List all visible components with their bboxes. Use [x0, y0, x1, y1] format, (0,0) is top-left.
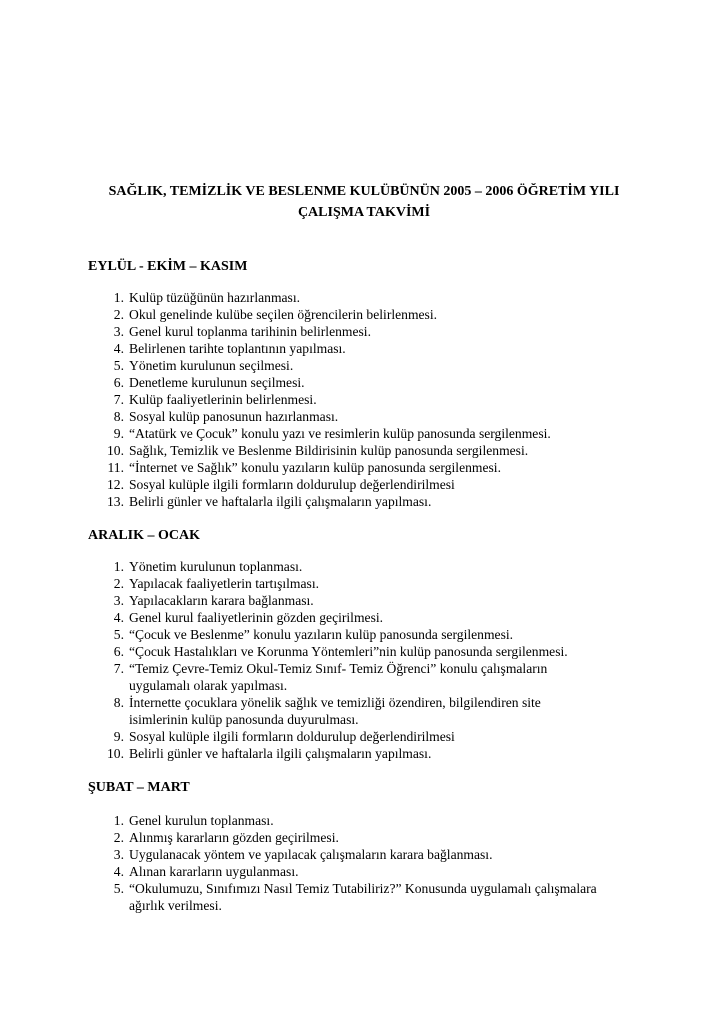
list-item-text: Uygulanacak yöntem ve yapılacak çalışmaların karara bağlanması. — [129, 847, 493, 862]
list-item-text: Belirli günler ve haftalarla ilgili çalışmaların yapılması. — [129, 494, 432, 509]
list-item — [88, 340, 648, 357]
list-item-number: 4. — [113, 610, 124, 625]
list-item-text: isimlerinin kulüp panosunda duyurulması. — [129, 712, 359, 727]
list-item — [88, 626, 648, 643]
list-item-number: 7. — [113, 392, 124, 407]
list-item-text: Sağlık, Temizlik ve Beslenme Bildirisinin kulüp panosunda sergilenmesi. — [129, 443, 529, 458]
list-item-text: Okul genelinde kulübe seçilen öğrencilerin belirlenmesi. — [129, 307, 438, 322]
list-item — [88, 728, 648, 745]
list-item — [88, 391, 648, 408]
list-item-number: 2. — [113, 307, 124, 322]
list-item — [88, 694, 648, 728]
list-item — [88, 643, 648, 660]
list-item-number: 1. — [113, 813, 124, 828]
list-item-number: 2. — [113, 830, 124, 845]
list-item-number: 5. — [113, 627, 124, 642]
section-list-eylul-ekim-kasim — [88, 289, 648, 510]
list-item-text: “Atatürk ve Çocuk” konulu yazı ve resimlerin kulüp panosunda sergilenmesi. — [129, 426, 551, 441]
list-item-number: 8. — [113, 409, 124, 424]
list-item-text: Yönetim kurulunun toplanması. — [129, 559, 303, 574]
list-item-text: Alınmış kararların gözden geçirilmesi. — [129, 830, 339, 845]
title-line-2: ÇALIŞMA TAKVİMİ — [297, 205, 431, 220]
list-item-text: Sosyal kulüple ilgili formların doldurulup değerlendirilmesi — [129, 477, 455, 492]
list-item — [88, 306, 648, 323]
list-item-number: 12. — [107, 477, 124, 492]
list-item-text: Sosyal kulüple ilgili formların doldurulup değerlendirilmesi — [129, 729, 455, 744]
list-item — [88, 829, 648, 846]
section-list-aralik-ocak — [88, 558, 648, 762]
list-item-text: Genel kurul toplanma tarihinin belirlenmesi. — [129, 324, 371, 339]
list-item — [88, 476, 648, 493]
list-item-text: İnternette çocuklara yönelik sağlık ve temizliği özendiren, bilgilendiren site — [129, 695, 541, 710]
list-item — [88, 660, 648, 694]
list-item — [88, 289, 648, 306]
list-item-number: 3. — [113, 593, 124, 608]
list-item — [88, 408, 648, 425]
list-item-number: 1. — [113, 559, 124, 574]
list-item-number: 3. — [113, 324, 124, 339]
section-list-subat-mart — [88, 812, 648, 914]
list-item-text: Yapılacakların karara bağlanması. — [129, 593, 314, 608]
list-item-number: 2. — [113, 576, 124, 591]
list-item-number: 4. — [113, 864, 124, 879]
section-heading-eylul-ekim-kasim: EYLÜL - EKİM – KASIM — [88, 259, 248, 274]
list-item-number: 13. — [107, 494, 124, 509]
list-item — [88, 425, 648, 442]
list-item — [88, 812, 648, 829]
list-item-text: Genel kurul faaliyetlerinin gözden geçirilmesi. — [129, 610, 384, 625]
list-item — [88, 863, 648, 880]
document-title — [80, 181, 648, 223]
list-item — [88, 592, 648, 609]
list-item — [88, 846, 648, 863]
list-item-text: “Okulumuzu, Sınıfımızı Nasıl Temiz Tutabiliriz?” Konusunda uygulamalı çalışmalara — [129, 881, 597, 896]
list-item-number: 10. — [107, 746, 124, 761]
list-item — [88, 558, 648, 575]
list-item-number: 6. — [113, 644, 124, 659]
list-item — [88, 609, 648, 626]
list-item — [88, 374, 648, 391]
list-item-text: Kulüp faaliyetlerinin belirlenmesi. — [129, 392, 317, 407]
list-item — [88, 357, 648, 374]
list-item-number: 5. — [113, 358, 124, 373]
list-item-text: “İnternet ve Sağlık” konulu yazıların kulüp panosunda sergilenmesi. — [129, 460, 501, 475]
list-item — [88, 323, 648, 340]
list-item-text: Belirlenen tarihte toplantının yapılması. — [129, 341, 346, 356]
list-item-number: 9. — [113, 426, 124, 441]
list-item — [88, 880, 648, 914]
list-item-number: 9. — [113, 729, 124, 744]
section-heading-aralik-ocak: ARALIK – OCAK — [88, 528, 201, 543]
title-line-1: SAĞLIK, TEMİZLİK VE BESLENME KULÜBÜNÜN 2005 – 2006 ÖĞRETİM YILI — [108, 184, 620, 199]
list-item — [88, 493, 648, 510]
list-item-text: Denetleme kurulunun seçilmesi. — [129, 375, 305, 390]
list-item-text: Kulüp tüzüğünün hazırlanması. — [129, 290, 301, 305]
list-item — [88, 575, 648, 592]
list-item-text: “Çocuk ve Beslenme” konulu yazıların kulüp panosunda sergilenmesi. — [129, 627, 514, 642]
list-item-text: uygulamalı olarak yapılması. — [129, 678, 288, 693]
list-item-number: 6. — [113, 375, 124, 390]
list-item-number: 3. — [113, 847, 124, 862]
list-item — [88, 442, 648, 459]
list-item-number: 1. — [113, 290, 124, 305]
list-item-text: ağırlık verilmesi. — [129, 898, 222, 913]
list-item-number: 7. — [113, 661, 124, 676]
list-item-text: Yapılacak faaliyetlerin tartışılması. — [129, 576, 320, 591]
list-item-text: Sosyal kulüp panosunun hazırlanması. — [129, 409, 339, 424]
list-item-number: 10. — [107, 443, 124, 458]
list-item-text: Belirli günler ve haftalarla ilgili çalışmaların yapılması. — [129, 746, 432, 761]
list-item-text: Genel kurulun toplanması. — [129, 813, 274, 828]
section-heading-subat-mart: ŞUBAT – MART — [88, 780, 190, 795]
list-item-text: “Çocuk Hastalıkları ve Korunma Yöntemleri”nin kulüp panosunda sergilenmesi. — [129, 644, 568, 659]
list-item-text: Alınan kararların uygulanması. — [129, 864, 299, 879]
list-item-number: 8. — [113, 695, 124, 710]
list-item — [88, 459, 648, 476]
list-item-text: “Temiz Çevre-Temiz Okul-Temiz Sınıf- Temiz Öğrenci” konulu çalışmaların — [129, 661, 548, 676]
list-item-text: Yönetim kurulunun seçilmesi. — [129, 358, 294, 373]
list-item-number: 5. — [113, 881, 124, 896]
list-item-number: 4. — [113, 341, 124, 356]
list-item-number: 11. — [107, 460, 124, 475]
list-item — [88, 745, 648, 762]
